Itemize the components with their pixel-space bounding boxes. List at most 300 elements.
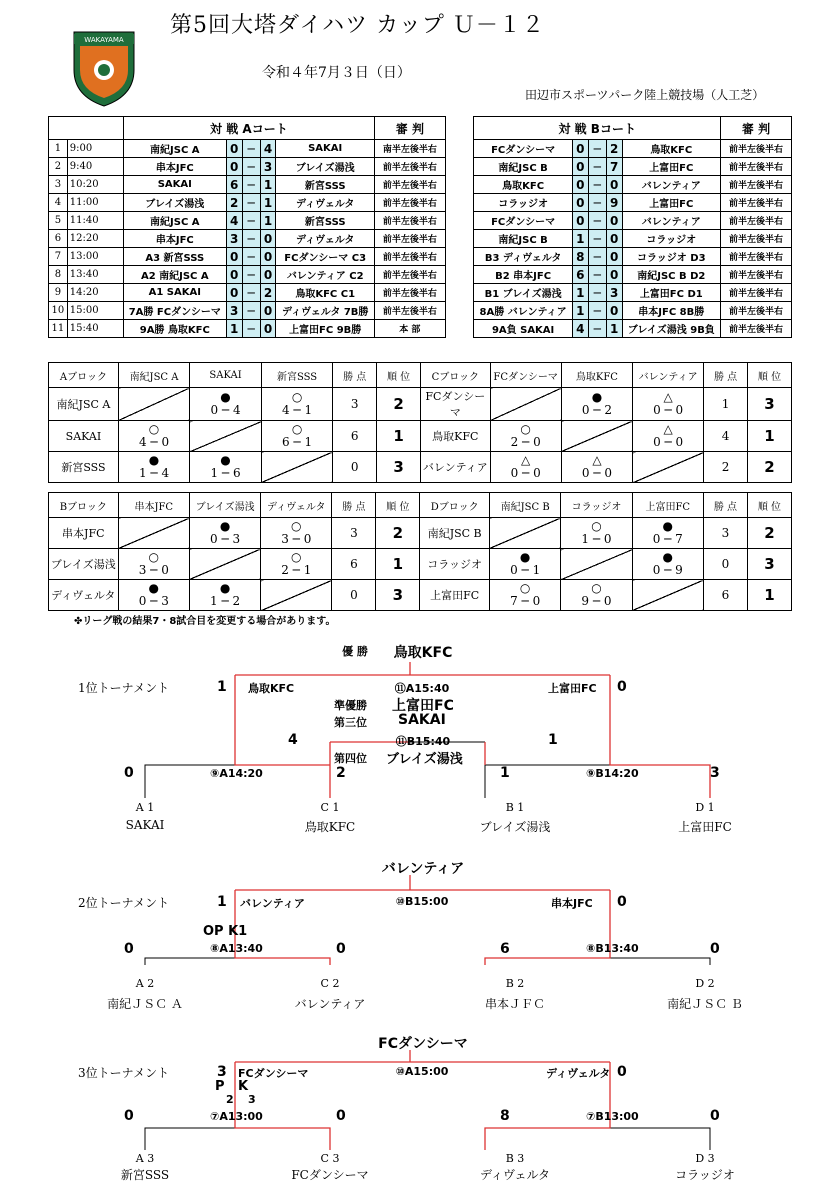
court-a-referee: 前半左後半右 xyxy=(374,230,445,248)
match-time: 15:00 xyxy=(67,302,123,320)
t2-s4: 0 xyxy=(710,941,720,957)
t2-final-match: ⑩B15:00 xyxy=(395,895,449,908)
result-score: 0 ─ 0 xyxy=(510,466,541,480)
court-b-away-score: 0 xyxy=(606,212,622,230)
t1-seed-2: C 1 xyxy=(320,801,340,814)
block-row-team: 新宮SSS xyxy=(49,452,119,483)
t1-seed-4: D 1 xyxy=(695,801,715,814)
score-dash: ─ xyxy=(242,284,260,302)
court-b-away-score: 0 xyxy=(606,266,622,284)
court-a-away-team: ディヴェルタ xyxy=(276,194,374,212)
result-mark: ○ xyxy=(291,519,302,533)
court-a-home-team: A2 南紀JSC A xyxy=(123,266,226,284)
result-score: 0 ─ 0 xyxy=(581,466,612,480)
match-time: 14:20 xyxy=(67,284,123,302)
points-header: 勝 点 xyxy=(703,493,747,518)
court-a-away-score: 1 xyxy=(260,212,276,230)
t3-pk-p: P xyxy=(215,1079,225,1094)
event-date: 令和４年7月３日（日） xyxy=(262,65,411,81)
court-b-home-team: 8A勝 バレンティア xyxy=(474,302,572,320)
t1-second-label: 準優勝 xyxy=(334,699,367,712)
t2-final-right-score: 0 xyxy=(617,894,627,910)
t3-s4: 0 xyxy=(710,1108,720,1124)
t1-third-label: 第三位 xyxy=(334,716,367,729)
t3-winner: FCダンシーマ xyxy=(378,1036,468,1052)
result-mark: ● xyxy=(148,581,159,595)
court-b-home-team: 南紀JSC B xyxy=(474,230,572,248)
t1-fourth: ブレイズ湯浅 xyxy=(386,752,463,767)
court-a-referee: 前半左後半右 xyxy=(374,284,445,302)
court-b-home-score: 4 xyxy=(572,320,588,338)
t1-third: SAKAI xyxy=(398,712,446,728)
match-number: 9 xyxy=(49,284,68,302)
result-score: 0 ─ 4 xyxy=(210,403,241,417)
court-a-referee: 本 部 xyxy=(374,320,445,338)
result-mark: ● xyxy=(219,519,231,533)
points-value: 6 xyxy=(703,580,747,611)
t2-s1: 0 xyxy=(124,941,134,957)
t3-s1: 0 xyxy=(124,1108,134,1124)
court-a-home-score: 1 xyxy=(226,320,242,338)
court-b-home-score: 8 xyxy=(572,248,588,266)
score-dash: ─ xyxy=(588,158,606,176)
points-value: 4 xyxy=(704,421,748,452)
block-col-team: ブレイズ湯浅 xyxy=(189,493,260,518)
court-b-home-score: 6 xyxy=(572,266,588,284)
rank-value: 1 xyxy=(748,421,792,452)
t2-final-left-team: バレンティア xyxy=(240,897,305,910)
block-col-team: 南紀JSC B xyxy=(489,493,560,518)
result-score: 1 ─ 2 xyxy=(210,594,241,608)
points-value: 3 xyxy=(333,388,377,421)
court-b-away-score: 7 xyxy=(606,158,622,176)
result-mark: △ xyxy=(521,453,531,467)
match-number: 4 xyxy=(49,194,68,212)
score-dash: ─ xyxy=(242,140,260,158)
result-mark: ○ xyxy=(148,422,160,436)
league-note: ✤リーグ戦の結果7・8試合目を変更する場合があります。 xyxy=(74,616,336,627)
t2-team-3: 串本ＪＦＣ xyxy=(484,997,546,1011)
block-col-team: コラッジオ xyxy=(561,493,632,518)
court-a-away-team: 新宮SSS xyxy=(276,176,374,194)
court-a-referee: 南半左後半右 xyxy=(374,140,445,158)
court-a-home-score: 0 xyxy=(226,248,242,266)
court-b-away-team: 上富田FC xyxy=(622,194,720,212)
block-col-team: 鳥取KFC xyxy=(561,363,632,388)
t3-seed-1: A 3 xyxy=(135,1152,155,1165)
result-score: 0 ─ 9 xyxy=(652,563,683,577)
result-score: 1 ─ 6 xyxy=(210,466,241,480)
result-score: 0 ─ 3 xyxy=(210,532,241,546)
match-number: 8 xyxy=(49,266,68,284)
court-b-home-team: B2 串本JFC xyxy=(474,266,572,284)
points-header: 勝 点 xyxy=(333,363,377,388)
score-dash: ─ xyxy=(242,230,260,248)
block-row-team: 串本JFC xyxy=(49,518,119,549)
match-number: 2 xyxy=(49,158,68,176)
t3-team-1: 新宮SSS xyxy=(120,1168,170,1182)
t1-fourth-label: 第四位 xyxy=(334,752,367,765)
court-b-home-score: 1 xyxy=(572,230,588,248)
court-a-home-score: 0 xyxy=(226,266,242,284)
points-header: 勝 点 xyxy=(332,493,376,518)
court-a-home-score: 4 xyxy=(226,212,242,230)
result-mark: △ xyxy=(663,390,673,404)
court-a-referee: 前半左後半右 xyxy=(374,302,445,320)
t3-semi-left: ⑦A13:00 xyxy=(210,1110,263,1123)
rank-header: 順 位 xyxy=(747,493,791,518)
t1-s1: 0 xyxy=(124,765,134,781)
court-a-referee: 前半左後半右 xyxy=(374,248,445,266)
court-a-home-team: 南紀JSC A xyxy=(123,212,226,230)
court-a-home-score: 0 xyxy=(226,284,242,302)
court-b-title: 対 戦 Bコート xyxy=(474,117,721,140)
court-a-home-team: SAKAI xyxy=(123,176,226,194)
svg-text:WAKAYAMA: WAKAYAMA xyxy=(84,36,124,44)
court-b-away-team: コラッジオ xyxy=(622,230,720,248)
result-mark: ● xyxy=(519,550,531,564)
score-dash: ─ xyxy=(588,266,606,284)
result-mark: ● xyxy=(220,390,231,404)
score-dash: ─ xyxy=(242,158,260,176)
score-dash: ─ xyxy=(588,248,606,266)
court-a-home-team: 串本JFC xyxy=(123,230,226,248)
court-a-away-team: SAKAI xyxy=(276,140,374,158)
court-b-home-score: 0 xyxy=(572,176,588,194)
court-a-home-team: 9A勝 鳥取KFC xyxy=(123,320,226,338)
points-value: 0 xyxy=(333,452,377,483)
t1-s2: 2 xyxy=(336,765,346,781)
match-time: 9:40 xyxy=(67,158,123,176)
rank-value: 2 xyxy=(748,452,792,483)
result-mark: ● xyxy=(662,519,673,533)
points-value: 3 xyxy=(332,518,376,549)
court-b-away-team: バレンティア xyxy=(622,176,720,194)
court-b-away-score: 1 xyxy=(606,320,622,338)
t2-s2: 0 xyxy=(336,941,346,957)
result-mark: ○ xyxy=(291,390,303,404)
court-a-home-score: 2 xyxy=(226,194,242,212)
court-b-away-score: 0 xyxy=(606,302,622,320)
score-dash: ─ xyxy=(242,302,260,320)
match-number: 6 xyxy=(49,230,68,248)
result-mark: ● xyxy=(591,390,603,404)
court-b-away-team: バレンティア xyxy=(622,212,720,230)
match-number: 11 xyxy=(49,320,68,338)
referee-a-header: 審 判 xyxy=(374,117,445,140)
rank-value: 2 xyxy=(747,518,791,549)
court-a-away-score: 0 xyxy=(260,302,276,320)
rank-header: 順 位 xyxy=(748,363,792,388)
page-title: 第5回大塔ダイハツ カップ Ｕ－１２ xyxy=(170,13,545,38)
score-dash: ─ xyxy=(242,194,260,212)
court-a-away-score: 0 xyxy=(260,248,276,266)
t1-s4: 3 xyxy=(710,765,720,781)
court-a-away-score: 4 xyxy=(260,140,276,158)
t3-final-left-team: FCダンシーマ xyxy=(238,1067,309,1080)
court-b-home-score: 0 xyxy=(572,212,588,230)
t1-team-2: 鳥取KFC xyxy=(304,820,356,834)
t3-final-match: ⑩A15:00 xyxy=(395,1065,449,1078)
court-a-away-score: 0 xyxy=(260,266,276,284)
t1-team-1: SAKAI xyxy=(125,818,165,832)
block-row-team: FCダンシーマ xyxy=(421,388,491,421)
t3-pk-right: 3 xyxy=(248,1093,256,1106)
t1-third-left-score: 4 xyxy=(288,732,298,748)
court-a-home-score: 3 xyxy=(226,302,242,320)
match-number: 1 xyxy=(49,140,68,158)
court-b-home-team: 鳥取KFC xyxy=(474,176,572,194)
result-score: 0 ─ 0 xyxy=(653,403,684,417)
court-a-home-team: 7A勝 FCダンシーマ xyxy=(123,302,226,320)
match-time: 9:00 xyxy=(67,140,123,158)
court-a-referee: 前半左後半右 xyxy=(374,266,445,284)
score-dash: ─ xyxy=(242,176,260,194)
court-a-home-team: A3 新宮SSS xyxy=(123,248,226,266)
t1-team-4: 上富田FC xyxy=(678,820,732,834)
match-time: 15:40 xyxy=(67,320,123,338)
t2-label: 2位トーナメント xyxy=(78,896,170,910)
court-b-away-score: 9 xyxy=(606,194,622,212)
t1-final-left-team: 鳥取KFC xyxy=(248,682,295,695)
result-mark: ● xyxy=(220,453,231,467)
court-b-home-team: B3 ディヴェルタ xyxy=(474,248,572,266)
t1-semi-left: ⑨A14:20 xyxy=(210,767,263,780)
block-row-team: コラッジオ xyxy=(420,549,490,580)
block-row-team: 上富田FC xyxy=(420,580,490,611)
result-mark: ○ xyxy=(520,422,531,436)
match-time: 13:40 xyxy=(67,266,123,284)
court-a-away-team: ブレイズ湯浅 xyxy=(276,158,374,176)
t3-pk-left: 2 xyxy=(226,1093,234,1106)
block-col-team: ディヴェルタ xyxy=(261,493,332,518)
block-col-team: 上富田FC xyxy=(632,493,703,518)
block-col-team: FCダンシーマ xyxy=(490,363,561,388)
result-score: 0 ─ 3 xyxy=(138,594,169,608)
court-b-home-team: 南紀JSC B xyxy=(474,158,572,176)
match-number: 3 xyxy=(49,176,68,194)
t1-team-3: ブレイズ湯浅 xyxy=(479,820,551,834)
t1-final-right-team: 上富田FC xyxy=(548,682,597,695)
block-row-team: 南紀JSC B xyxy=(420,518,490,549)
t2-team-2: バレンティア xyxy=(294,997,366,1011)
t1-final-right-score: 0 xyxy=(617,679,627,695)
court-a-away-team: 上富田FC 9B勝 xyxy=(276,320,374,338)
court-b-home-score: 1 xyxy=(572,302,588,320)
result-score: 4 ─ 1 xyxy=(281,403,313,417)
result-score: 2 ─ 1 xyxy=(281,563,312,577)
rank-value: 1 xyxy=(377,421,421,452)
court-b-away-score: 0 xyxy=(606,230,622,248)
block-name: Aブロック xyxy=(49,363,119,388)
court-b-away-team: ブレイズ湯浅 9B負 xyxy=(622,320,720,338)
t1-s3: 1 xyxy=(500,765,510,781)
rank-header: 順 位 xyxy=(377,363,421,388)
match-number: 10 xyxy=(49,302,68,320)
court-b-away-team: 南紀JSC B D2 xyxy=(622,266,720,284)
court-b-away-team: 串本JFC 8B勝 xyxy=(622,302,720,320)
score-dash: ─ xyxy=(588,140,606,158)
match-number: 5 xyxy=(49,212,68,230)
block-col-team: 南紀JSC A xyxy=(118,363,189,388)
result-mark: ● xyxy=(219,581,231,595)
court-a-away-team: ディヴェルタ xyxy=(276,230,374,248)
t3-label: 3位トーナメント xyxy=(78,1066,170,1080)
score-dash: ─ xyxy=(588,194,606,212)
t3-seed-4: D 3 xyxy=(695,1152,715,1165)
court-a-home-score: 0 xyxy=(226,158,242,176)
court-b-home-team: B1 ブレイズ湯浅 xyxy=(474,284,572,302)
court-b-away-team: 鳥取KFC xyxy=(622,140,720,158)
court-b-referee: 前半左後半右 xyxy=(721,212,792,230)
block-name: Cブロック xyxy=(421,363,491,388)
t1-seed-1: A 1 xyxy=(135,801,155,814)
block-col-team: SAKAI xyxy=(190,363,262,388)
result-score: 6 ─ 1 xyxy=(281,435,313,449)
t3-team-3: ディヴェルタ xyxy=(479,1168,551,1182)
t2-semi-left: ⑧A13:40 xyxy=(210,942,263,955)
score-dash: ─ xyxy=(242,212,260,230)
court-b-away-score: 2 xyxy=(606,140,622,158)
match-time: 11:00 xyxy=(67,194,123,212)
court-a-referee: 前半左後半右 xyxy=(374,212,445,230)
result-score: 3 ─ 0 xyxy=(138,563,169,577)
court-b-home-team: FCダンシーマ xyxy=(474,212,572,230)
result-score: 0 ─ 1 xyxy=(510,563,541,577)
court-a-away-team: ディヴェルタ 7B勝 xyxy=(276,302,374,320)
result-score: 0 ─ 2 xyxy=(581,403,612,417)
court-b-away-team: コラッジオ D3 xyxy=(622,248,720,266)
score-dash: ─ xyxy=(588,320,606,338)
block-row-team: 鳥取KFC xyxy=(421,421,491,452)
t3-team-2: FCダンシーマ xyxy=(291,1168,369,1182)
score-dash: ─ xyxy=(588,302,606,320)
result-mark: ○ xyxy=(591,581,602,595)
t3-seed-2: C 3 xyxy=(320,1152,340,1165)
result-mark: △ xyxy=(663,422,673,436)
court-a-away-score: 1 xyxy=(260,194,276,212)
t2-seed-2: C 2 xyxy=(320,977,340,990)
court-a-home-team: 串本JFC xyxy=(123,158,226,176)
score-dash: ─ xyxy=(588,176,606,194)
court-b-referee: 前半左後半右 xyxy=(721,230,792,248)
result-mark: ○ xyxy=(591,519,602,533)
score-dash: ─ xyxy=(242,320,260,338)
court-b-referee: 前半左後半右 xyxy=(721,158,792,176)
t2-pk: OP K1 xyxy=(203,924,248,939)
result-score: 1 ─ 4 xyxy=(138,466,170,480)
t1-winner: 鳥取KFC xyxy=(393,645,453,661)
rank-value: 2 xyxy=(376,518,420,549)
court-b-home-team: 9A負 SAKAI xyxy=(474,320,572,338)
result-mark: △ xyxy=(592,453,602,467)
t2-final-left-score: 1 xyxy=(217,894,227,910)
rank-value: 2 xyxy=(377,388,421,421)
court-a-home-team: 南紀JSC A xyxy=(123,140,226,158)
court-b-away-score: 0 xyxy=(606,176,622,194)
t3-seed-3: B 3 xyxy=(505,1152,525,1165)
t2-seed-4: D 2 xyxy=(695,977,715,990)
rank-header: 順 位 xyxy=(376,493,420,518)
t1-label: 1位トーナメント xyxy=(78,681,170,695)
score-dash: ─ xyxy=(588,230,606,248)
referee-b-header: 審 判 xyxy=(721,117,792,140)
court-b-home-score: 0 xyxy=(572,140,588,158)
t1-final-match: ⑪A15:40 xyxy=(394,682,450,695)
court-a-home-score: 6 xyxy=(226,176,242,194)
block-row-team: ブレイズ湯浅 xyxy=(49,549,119,580)
court-a-title: 対 戦 Aコート xyxy=(123,117,374,140)
result-score: 4 ─ 0 xyxy=(138,435,170,449)
rank-value: 3 xyxy=(377,452,421,483)
t1-third-right-score: 1 xyxy=(548,732,558,748)
court-b-away-team: 上富田FC xyxy=(622,158,720,176)
court-a-home-team: A1 SAKAI xyxy=(123,284,226,302)
rank-value: 3 xyxy=(376,580,420,611)
t3-s3: 8 xyxy=(500,1108,510,1124)
block-col-team: 新宮SSS xyxy=(261,363,332,388)
t3-s2: 0 xyxy=(336,1108,346,1124)
court-a-away-team: 新宮SSS xyxy=(276,212,374,230)
score-dash: ─ xyxy=(242,248,260,266)
match-number: 7 xyxy=(49,248,68,266)
points-header: 勝 点 xyxy=(704,363,748,388)
match-time: 12:20 xyxy=(67,230,123,248)
points-value: 6 xyxy=(333,421,377,452)
block-col-team: バレンティア xyxy=(633,363,704,388)
court-a-referee: 前半左後半右 xyxy=(374,176,445,194)
t2-s3: 6 xyxy=(500,941,510,957)
court-a-home-team: ブレイズ湯浅 xyxy=(123,194,226,212)
court-b-referee: 前半左後半右 xyxy=(721,176,792,194)
result-mark: ○ xyxy=(291,422,303,436)
block-row-team: ディヴェルタ xyxy=(49,580,119,611)
t3-pk-k: K xyxy=(238,1079,249,1094)
result-mark: ● xyxy=(148,453,160,467)
court-a-away-score: 2 xyxy=(260,284,276,302)
score-dash: ─ xyxy=(588,284,606,302)
rank-value: 3 xyxy=(748,388,792,421)
block-col-team: 串本JFC xyxy=(118,493,189,518)
t3-team-4: コラッジオ xyxy=(675,1168,735,1182)
court-b-away-score: 0 xyxy=(606,248,622,266)
points-value: 2 xyxy=(704,452,748,483)
result-score: 0 ─ 7 xyxy=(652,532,683,546)
court-b-home-score: 1 xyxy=(572,284,588,302)
t3-final-left-score: 3 xyxy=(217,1064,227,1080)
t2-seed-3: B 2 xyxy=(505,977,525,990)
court-a-referee: 前半左後半右 xyxy=(374,158,445,176)
court-b-referee: 前半左後半右 xyxy=(721,194,792,212)
result-score: 3 ─ 0 xyxy=(281,532,312,546)
t1-semi-right: ⑨B14:20 xyxy=(586,767,639,780)
t1-winner-label: 優 勝 xyxy=(342,645,368,658)
court-a-away-score: 0 xyxy=(260,230,276,248)
court-b-home-score: 0 xyxy=(572,194,588,212)
court-b-away-score: 3 xyxy=(606,284,622,302)
block-row-team: SAKAI xyxy=(49,421,119,452)
result-mark: ○ xyxy=(519,581,531,595)
block-name: Dブロック xyxy=(420,493,490,518)
block-name: Bブロック xyxy=(49,493,119,518)
t1-third-match: ⑪B15:40 xyxy=(395,735,451,748)
result-score: 7 ─ 0 xyxy=(510,594,541,608)
court-a-away-team: バレンティア C2 xyxy=(276,266,374,284)
court-a-away-score: 3 xyxy=(260,158,276,176)
points-value: 6 xyxy=(332,549,376,580)
t1-second: 上富田FC xyxy=(392,698,454,714)
t2-team-1: 南紀ＪＳＣ Ａ xyxy=(107,997,183,1011)
